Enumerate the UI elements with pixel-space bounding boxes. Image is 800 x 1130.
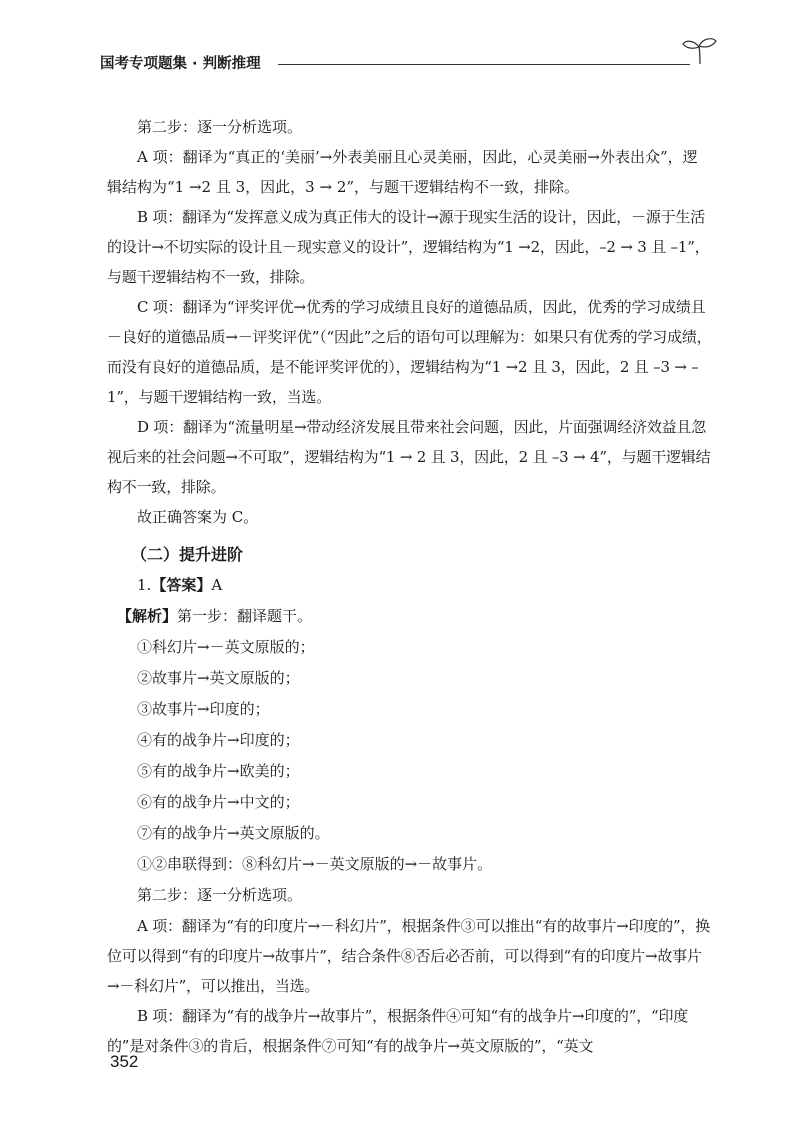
- option-a-analysis-2: A 项：翻译为“有的印度片→－科幻片”，根据条件③可以推出“有的故事片→印度的”，换位可以得到“有的印度片→故事片”，结合条件⑧否后必否前，可以得到“有的印度片→故事片→－科幻片”，可以推出，当选。: [107, 917, 711, 995]
- header-title: 国考专项题集 · 判断推理: [100, 56, 261, 72]
- list-item: ⑦有的战争片→英文原版的。: [137, 824, 330, 842]
- list-item: ④有的战争片→印度的；: [137, 731, 300, 749]
- list-item: ⑤有的战争片→欧美的；: [137, 762, 300, 780]
- section-heading: （二）提升进阶: [131, 545, 244, 564]
- main-content: [107, 112, 712, 1061]
- analysis-label: 【解析】: [117, 607, 178, 625]
- analysis-line: [117, 601, 712, 632]
- analysis-text: 第一步：翻译题干。: [177, 607, 313, 625]
- list-item: ①②串联得到：⑧科幻片→－英文原版的→－故事片。: [137, 855, 493, 873]
- answer-value: A: [211, 576, 223, 594]
- list-item: 第二步：逐一分析选项。: [137, 886, 303, 904]
- list-item: ⑥有的战争片→中文的；: [137, 793, 300, 811]
- list-item: ③故事片→印度的；: [137, 700, 270, 718]
- option-d-analysis: D 项：翻译为“流量明星→带动经济发展且带来社会问题，因此，片面强调经济效益且忽视后来的社会问题→不可取”，逻辑结构为“1 → 2 且 3，因此，2 且 –3 → 4”，与题干逻辑结构不一致，排除。: [107, 418, 711, 496]
- answer-line: [137, 570, 712, 601]
- sprout-icon: [680, 34, 720, 66]
- option-b-analysis: B 项：翻译为“发挥意义成为真正伟大的设计→源于现实生活的设计，因此，－源于生活的设计→不切实际的设计且－现实意义的设计”，逻辑结构为“1 →2，因此，–2 → 3 且 –1”，与题干逻辑结构不一致，排除。: [107, 208, 710, 286]
- page-number: 352: [110, 1052, 139, 1071]
- answer-number: 1.: [137, 576, 152, 594]
- running-header: [100, 48, 720, 78]
- header-rule: [278, 64, 690, 65]
- answer-label: 【答案】: [151, 576, 212, 594]
- list-item: ①科幻片→－英文原版的；: [137, 638, 315, 656]
- list-item: ②故事片→英文原版的；: [137, 669, 300, 687]
- conclusion: 故正确答案为 C。: [137, 508, 259, 526]
- option-a-analysis: A 项：翻译为“真正的‘美丽’→外表美丽且心灵美丽，因此，心灵美丽→外表出众”，逻辑结构为“1 →2 且 3，因此，3 → 2”，与题干逻辑结构不一致，排除。: [107, 148, 698, 196]
- step-heading: 第二步：逐一分析选项。: [137, 118, 303, 136]
- option-b-analysis-2: B 项：翻译为“有的战争片→故事片”，根据条件④可知“有的战争片→印度的”，“印度的”是对条件③的肯后，根据条件⑦可知“有的战争片→英文原版的”，“英文: [107, 1007, 689, 1055]
- option-c-analysis: C 项：翻译为“评奖评优→优秀的学习成绩且良好的道德品质，因此，优秀的学习成绩且－良好的道德品质→－评奖评优”（“因此”之后的语句可以理解为：如果只有优秀的学习成绩，而没有良好的道德品质，是不能评奖评优的），逻辑结构为“1 →2 且 3，因此，2 且 –3 → –1”，与题干逻辑结构一致，当选。: [107, 298, 712, 406]
